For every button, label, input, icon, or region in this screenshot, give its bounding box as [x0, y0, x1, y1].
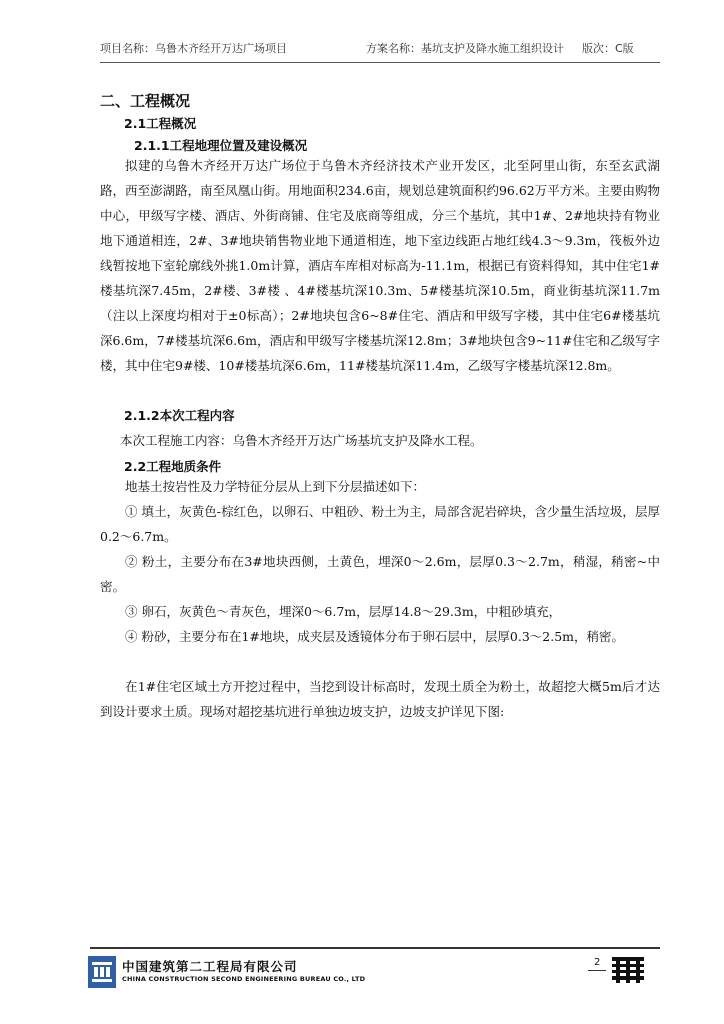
header-scheme-name: 方案名称：基坑支护及降水施工组织设计	[366, 42, 564, 55]
layer-cobble-paragraph: ③ 卵石，灰黄色～青灰色，埋深0～6.7m，层厚14.8～29.3m，中粗砂填充，	[125, 604, 562, 619]
header-divider	[100, 62, 660, 63]
subsection-scope-heading: 2.1.2本次工程内容	[124, 408, 235, 423]
header-version: 版次：C版	[582, 42, 634, 55]
company-name-en: CHINA CONSTRUCTION SECOND ENGINEERING BUREAU CO., LTD	[122, 975, 366, 983]
footer-divider	[90, 947, 660, 949]
subsection-location-heading: 2.1.1工程地理位置及建设概况	[134, 138, 308, 153]
geology-intro-paragraph: 地基土按岩性及力学特征分层从上到下分层描述如下：	[125, 479, 426, 494]
cscec-logo-icon	[88, 956, 116, 988]
page-number-underline	[588, 970, 606, 971]
layer-silty-sand-paragraph: ④ 粉砂，主要分布在1#地块，成夹层及透镜体分布于卵石层中，层厚0.3～2.5m，稍密。	[125, 629, 625, 644]
subsection-geology-heading: 2.2工程地质条件	[124, 459, 222, 474]
scope-paragraph: 本次工程施工内容：乌鲁木齐经开万达广场基坑支护及降水工程。	[120, 433, 483, 448]
overexcavation-paragraph: 在1#住宅区域土方开挖过程中，当挖到设计标高时，发现土质全为粉土，故超挖大概5m后才达到设计要求土质。现场对超挖基坑进行单独边坡支护，边坡支护详见下图:	[100, 679, 660, 719]
header-project-name: 项目名称：乌鲁木齐经开万达广场项目	[100, 42, 287, 55]
page-header	[100, 38, 660, 58]
page-number: 2	[594, 957, 601, 968]
layer-fill-paragraph: ① 填土，灰黄色-棕红色，以卵石、中粗砂、粉土为主，局部含泥岩碎块，含少量生活垃圾，层厚0.2～6.7m。	[100, 504, 660, 544]
company-name-cn: 中国建筑第二工程局有限公司	[122, 959, 298, 974]
section-title: 二、工程概况	[100, 92, 191, 110]
subsection-overview-heading: 2.1工程概况	[124, 116, 197, 131]
location-paragraph: 拟建的乌鲁木齐经开万达广场位于乌鲁木齐经济技术产业开发区，北至阿里山街，东至玄武湖路，西至澎湖路，南至凤凰山街。用地面积234.6亩，规划总建筑面积约96.62万平方米。主要由购物中心，甲级写字楼、酒店、外街商铺、住宅及底商等组成，分三个基坑，其中1#、2#地块持有物业地下通道相连，2#、3#地块销售物业地下通道相连，地下室边线距占地红线4.3～9.3m，筏板外边线暂按地下室轮廓线外挑1.0m计算，酒店车库相对标高为-11.1m，根据已有资料得知，其中住宅1#楼基坑深7.45m，2#楼、3#楼 、4#楼基坑深10.3m、5#楼基坑深10.5m，商业街基坑深11.7m（注以上深度均相对于±0标高）；2#地块包含6~8#住宅、酒店和甲级写字楼，其中住宅6#楼基坑深6.6m，7#楼基坑深6.6m，酒店和甲级写字楼基坑深12.8m；3#地块包含9~11#住宅和乙级写字楼，其中住宅9#楼、10#楼基坑深6.6m，11#楼基坑深11.4m，乙级写字楼基坑深12.8m。	[100, 158, 660, 373]
cscec-brand-mark-icon	[612, 957, 644, 987]
layer-silt-paragraph: ② 粉土，主要分布在3#地块西侧，土黄色，埋深0～2.6m，层厚0.3～2.7m，稍湿，稍密~中密。	[100, 554, 660, 594]
